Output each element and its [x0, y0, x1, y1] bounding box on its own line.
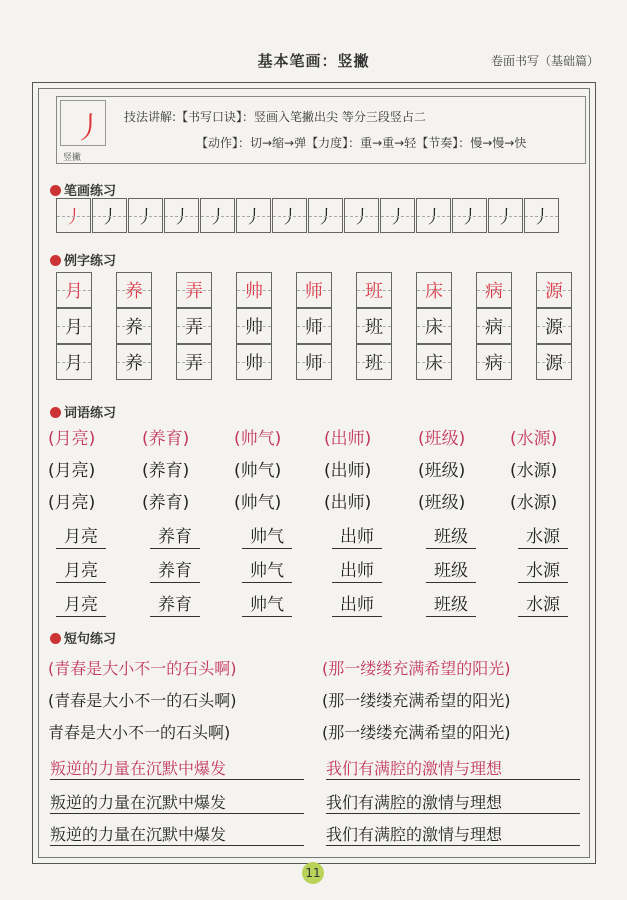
stroke-practice-cell: 丿	[488, 198, 523, 233]
brush-icon	[50, 407, 61, 418]
char-copy-cell: 床	[416, 344, 452, 380]
stroke-practice-cell: 丿	[308, 198, 343, 233]
stroke-practice-cell: 丿	[380, 198, 415, 233]
char-model-cell: 师	[296, 272, 332, 308]
sentence2-left-model: 叛逆的力量在沉默中爆发	[50, 756, 304, 780]
word-copy: 出师	[332, 522, 382, 549]
sentence2-right-copy-1: 我们有满腔的激情与理想	[326, 790, 580, 814]
page-title: 基本笔画：竖撇	[257, 52, 370, 70]
technique-box	[56, 96, 586, 164]
word-copy: 出师	[332, 590, 382, 617]
char-copy-cell: 源	[536, 344, 572, 380]
char-model-cell: 月	[56, 272, 92, 308]
word-copy: (帅气)	[234, 461, 282, 481]
sentence-right-model: (那一缕缕充满希望的阳光)	[322, 659, 511, 678]
sentence2-left-copy-1: 叛逆的力量在沉默中爆发	[50, 790, 304, 814]
section-label: 短句练习	[64, 632, 117, 647]
word-copy: (月亮)	[48, 461, 96, 481]
word-copy: (出师)	[324, 461, 372, 481]
char-column	[116, 272, 152, 380]
char-copy-cell: 师	[296, 308, 332, 344]
word-copy: 班级	[426, 556, 476, 583]
stroke-glyph: 丿	[74, 111, 104, 146]
word-copy: (班级)	[418, 493, 466, 513]
sentence-right-copy-2: (那一缕缕充满希望的阳光)	[322, 723, 511, 742]
stroke-practice-cell: 丿	[92, 198, 127, 233]
word-copy: 养育	[150, 590, 200, 617]
section-sentence-practice	[50, 628, 116, 647]
word-copy: (班级)	[418, 461, 466, 481]
word-copy: (水源)	[510, 461, 558, 481]
stroke-practice-cell: 丿	[200, 198, 235, 233]
section-word-practice	[50, 402, 116, 421]
word-copy: 水源	[518, 590, 568, 617]
char-column	[476, 272, 512, 380]
char-model-cell: 床	[416, 272, 452, 308]
sentence-left-copy-1: (青春是大小不一的石头啊)	[48, 691, 237, 710]
sentence-left-model: (青春是大小不一的石头啊)	[48, 659, 237, 678]
word-copy: 月亮	[56, 556, 106, 583]
word-copy: 帅气	[242, 590, 292, 617]
section-label: 例字练习	[64, 254, 117, 269]
char-model-cell: 养	[116, 272, 152, 308]
word-copy: 月亮	[56, 590, 106, 617]
brush-icon	[50, 185, 61, 196]
word-copy: 水源	[518, 556, 568, 583]
word-model: (帅气)	[234, 429, 282, 449]
sentence2-right-copy-2: 我们有满腔的激情与理想	[326, 822, 580, 846]
char-copy-cell: 弄	[176, 308, 212, 344]
section-stroke-practice	[50, 180, 116, 199]
technique-line-1: 技法讲解:【书写口诀】：竖画入笔撇出尖 等分三段竖占二	[124, 110, 426, 124]
sentence-right-copy-1: (那一缕缕充满希望的阳光)	[322, 691, 511, 710]
stroke-practice-cell: 丿	[128, 198, 163, 233]
word-model: (班级)	[418, 429, 466, 449]
word-model: (出师)	[324, 429, 372, 449]
word-copy: 水源	[518, 522, 568, 549]
char-model-cell: 弄	[176, 272, 212, 308]
stroke-practice-cell: 丿	[272, 198, 307, 233]
char-copy-cell: 师	[296, 344, 332, 380]
sentence-left-copy-2: 青春是大小不一的石头啊)	[48, 723, 231, 742]
char-copy-cell: 班	[356, 344, 392, 380]
word-copy: (月亮)	[48, 493, 96, 513]
word-copy: (出师)	[324, 493, 372, 513]
char-column	[296, 272, 332, 380]
word-model: (养育)	[142, 429, 190, 449]
word-copy: (养育)	[142, 493, 190, 513]
stroke-practice-cell: 丿	[236, 198, 271, 233]
word-copy: (养育)	[142, 461, 190, 481]
char-copy-cell: 班	[356, 308, 392, 344]
word-copy: 帅气	[242, 556, 292, 583]
stroke-practice-row	[56, 198, 560, 233]
sentence2-left-copy-2: 叛逆的力量在沉默中爆发	[50, 822, 304, 846]
brush-icon	[50, 633, 61, 644]
char-copy-cell: 病	[476, 308, 512, 344]
stroke-practice-cell: 丿	[416, 198, 451, 233]
char-model-cell: 病	[476, 272, 512, 308]
word-copy: 养育	[150, 522, 200, 549]
char-copy-cell: 帅	[236, 344, 272, 380]
char-column	[56, 272, 92, 380]
char-model-cell: 班	[356, 272, 392, 308]
section-char-practice	[50, 250, 116, 269]
stroke-demo-box	[60, 100, 106, 146]
technique-line-2: 【动作】：切→缩→弹【力度】：重→重→轻【节奏】：慢→慢→快	[196, 136, 527, 150]
char-copy-cell: 病	[476, 344, 512, 380]
word-copy: 养育	[150, 556, 200, 583]
char-copy-cell: 养	[116, 308, 152, 344]
char-column	[416, 272, 452, 380]
word-copy: 出师	[332, 556, 382, 583]
stroke-practice-cell: 丿	[56, 198, 91, 233]
char-copy-cell: 月	[56, 308, 92, 344]
char-copy-cell: 帅	[236, 308, 272, 344]
char-copy-cell: 养	[116, 344, 152, 380]
char-copy-cell: 床	[416, 308, 452, 344]
section-label: 笔画练习	[64, 184, 117, 199]
section-label: 词语练习	[64, 406, 117, 421]
char-copy-cell: 源	[536, 308, 572, 344]
stroke-practice-cell: 丿	[524, 198, 559, 233]
char-column	[356, 272, 392, 380]
series-label: 卷面书写（基础篇）	[490, 54, 599, 68]
sentence2-right-model: 我们有满腔的激情与理想	[326, 756, 580, 780]
stroke-label: 竖撇	[63, 153, 82, 163]
char-column	[176, 272, 212, 380]
word-model: (水源)	[510, 429, 558, 449]
stroke-practice-cell: 丿	[452, 198, 487, 233]
char-column	[236, 272, 272, 380]
word-copy: 班级	[426, 522, 476, 549]
char-copy-cell: 弄	[176, 344, 212, 380]
word-copy: 月亮	[56, 522, 106, 549]
page-number: 11	[302, 862, 324, 884]
word-copy: (水源)	[510, 493, 558, 513]
stroke-practice-cell: 丿	[344, 198, 379, 233]
word-copy: 班级	[426, 590, 476, 617]
stroke-practice-cell: 丿	[164, 198, 199, 233]
char-model-cell: 源	[536, 272, 572, 308]
word-model: (月亮)	[48, 429, 96, 449]
char-model-cell: 帅	[236, 272, 272, 308]
char-copy-cell: 月	[56, 344, 92, 380]
word-copy: 帅气	[242, 522, 292, 549]
word-copy: (帅气)	[234, 493, 282, 513]
char-column	[536, 272, 572, 380]
brush-icon	[50, 255, 61, 266]
